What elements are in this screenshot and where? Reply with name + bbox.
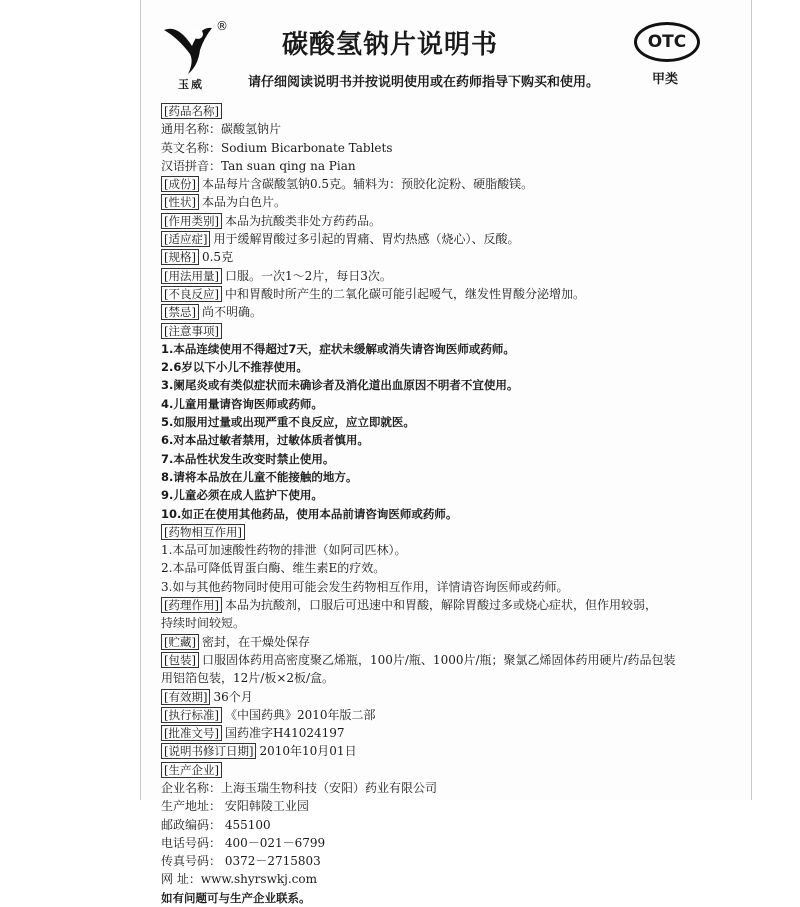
section-row-drug-name	[161, 102, 741, 120]
manufacturer-website: 网 址：www.shyrswkj.com	[161, 872, 317, 887]
generic-name: 通用名称：碳酸氢钠片	[161, 122, 282, 137]
section-label: [性状]	[161, 194, 199, 210]
precaution-item: 7.本品性状发生改变时禁止使用。	[161, 451, 335, 466]
otc-class-label: 甲类	[652, 72, 679, 87]
pharmacology-continued: 持续时间较短。	[161, 616, 246, 631]
page-title: 碳酸氢钠片说明书	[282, 30, 499, 60]
registered-mark: ®	[216, 19, 228, 33]
section-label: [贮藏]	[161, 634, 199, 650]
interaction-item: 3.如与其他药物同时使用可能会发生药物相互作用，详情请咨询医师或药师。	[161, 579, 569, 594]
section-text: 口服固体药用高密度聚乙烯瓶，100片/瓶、1000片/瓶；聚氯乙烯固体药用硬片/药品包装	[201, 652, 676, 667]
section-label: [药物相互作用]	[161, 524, 245, 540]
section-label: [用法用量]	[161, 268, 222, 284]
precaution-item: 2.6岁以下小儿不推荐使用。	[161, 360, 308, 375]
otc-badge: OTC	[634, 22, 700, 62]
section-label: [药理作用]	[161, 597, 222, 613]
section-label: [执行标准]	[161, 707, 222, 723]
section-label: [说明书修订日期]	[161, 743, 256, 759]
precaution-item: 10.如正在使用其他药品，使用本品前请咨询医师或药师。	[161, 506, 458, 521]
precaution-item: 6.对本品过敏者禁用，过敏体质者慎用。	[161, 433, 369, 448]
section-label: [注意事项]	[161, 323, 222, 339]
section-text: 本品为白色片。	[201, 195, 286, 210]
section-row-composition	[161, 175, 741, 193]
manufacturer-phone: 电话号码： 400－021－6799	[161, 835, 326, 850]
section-text: 国药准字H41024197	[224, 726, 345, 741]
section-row-validity	[161, 688, 741, 706]
manufacturer-address: 生产地址： 安阳韩陵工业园	[161, 799, 309, 814]
section-row-revision	[161, 742, 741, 760]
manufacturer-name: 企业名称：上海玉瑞生物科技（安阳）药业有限公司	[161, 780, 438, 795]
section-label: [有效期]	[161, 689, 210, 705]
interaction-item: 1.本品可加速酸性药物的排泄（如阿司匹林）。	[161, 543, 407, 558]
section-label: [成份]	[161, 176, 199, 192]
section-label: [生产企业]	[161, 762, 222, 778]
section-row-package	[161, 651, 741, 669]
section-label: [药品名称]	[161, 103, 222, 119]
section-text: 口服。一次1～2片，每日3次。	[224, 268, 392, 283]
precaution-item: 3.阑尾炎或有类似症状而未确诊者及消化道出血原因不明者不宜使用。	[161, 378, 519, 393]
section-row-dosage	[161, 267, 741, 285]
precaution-item: 4.儿童用量请咨询医师或药师。	[161, 396, 323, 411]
section-text: 中和胃酸时所产生的二氧化碳可能引起嗳气，继发性胃酸分泌增加。	[224, 286, 585, 301]
section-text: 本品为抗酸类非处方药药品。	[224, 213, 381, 228]
section-row-adverse	[161, 285, 741, 303]
section-text: 密封，在干燥处保存	[201, 634, 310, 649]
section-row-category	[161, 212, 741, 230]
section-text: 《中国药典》2010年版二部	[224, 707, 376, 722]
section-row-appearance	[161, 193, 741, 211]
manufacturer-postcode: 邮政编码： 455100	[161, 817, 271, 832]
contact-note: 如有问题可与生产企业联系。	[161, 890, 311, 905]
section-row-precautions	[161, 322, 741, 340]
precaution-item: 1.本品连续使用不得超过7天，症状未缓解或消失请咨询医师或药师。	[161, 341, 515, 356]
logo-caption: 玉威	[178, 78, 204, 91]
package-continued: 用铝箔包装，12片/板×2板/盒。	[161, 671, 335, 686]
section-label: [规格]	[161, 249, 199, 265]
interaction-item: 2.本品可降低胃蛋白酶、维生素E的疗效。	[161, 561, 386, 576]
section-label: [禁忌]	[161, 304, 199, 320]
section-label: [包装]	[161, 652, 199, 668]
section-label: [适应症]	[161, 231, 210, 247]
pinyin-name: 汉语拼音：Tan suan qing na Pian	[161, 158, 356, 173]
section-row-standard	[161, 706, 741, 724]
section-text: 本品为抗酸剂，口服后可迅速中和胃酸，解除胃酸过多或烧心症状，但作用较弱，	[224, 598, 657, 613]
precaution-item: 5.如服用过量或出现严重不良反应，应立即就医。	[161, 415, 415, 430]
section-text: 0.5克	[201, 250, 234, 265]
section-row-interactions	[161, 523, 741, 541]
section-label: [不良反应]	[161, 286, 222, 302]
section-text: 本品每片含碳酸氢钠0.5克。辅料为：预胶化淀粉、硬脂酸镁。	[201, 177, 534, 192]
section-row-pharmacology	[161, 596, 741, 614]
english-name: 英文名称：Sodium Bicarbonate Tablets	[161, 140, 393, 155]
page-subtitle: 请仔细阅读说明书并按说明使用或在药师指导下购买和使用。	[248, 75, 600, 90]
section-row-indications	[161, 230, 741, 248]
section-row-manufacturer	[161, 761, 741, 779]
section-text: 用于缓解胃酸过多引起的胃痛、胃灼热感（烧心）、反酸。	[213, 232, 520, 247]
section-row-approval	[161, 724, 741, 742]
precaution-item: 9.儿童必须在成人监护下使用。	[161, 488, 323, 503]
manufacturer-fax: 传真号码： 0372－2715803	[161, 854, 321, 869]
precaution-item: 8.请将本品放在儿童不能接触的地方。	[161, 469, 358, 484]
section-row-storage	[161, 633, 741, 651]
section-label: [批准文号]	[161, 725, 222, 741]
leaflet-content	[161, 102, 741, 907]
section-row-contraindications	[161, 303, 741, 321]
section-row-specification	[161, 248, 741, 266]
section-label: [作用类别]	[161, 213, 222, 229]
section-text: 36个月	[213, 689, 253, 704]
section-text: 尚不明确。	[201, 305, 262, 320]
section-text: 2010年10月01日	[259, 744, 357, 759]
